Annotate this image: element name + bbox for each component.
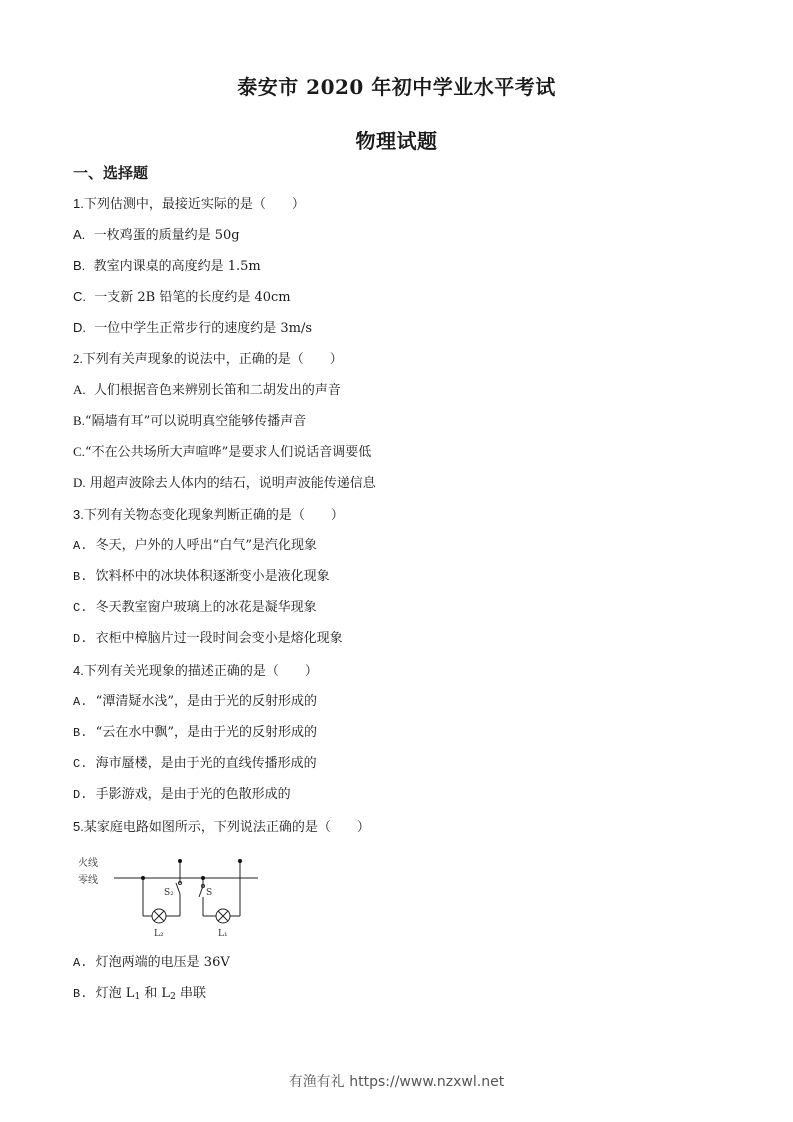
option-label: A.: [73, 695, 88, 709]
question-2-option-a: [73, 382, 341, 399]
option-label: A.: [73, 382, 86, 397]
question-4-stem: [73, 663, 318, 680]
option-label: C.: [73, 757, 88, 771]
question-4-option-d: [73, 787, 291, 803]
option-label: C.: [73, 444, 85, 459]
question-5-option-b: [73, 986, 206, 1005]
option-label: D.: [73, 632, 88, 646]
option-label: B.: [73, 413, 85, 428]
question-4-option-b: [73, 725, 317, 741]
question-3-option-c: [73, 600, 317, 616]
option-label: B.: [73, 258, 86, 273]
lamp-l2-label: L₂: [154, 929, 164, 939]
question-2-option-b: [73, 413, 306, 430]
option-label: C.: [73, 601, 88, 615]
neutral-wire-label: 零线: [78, 875, 98, 886]
option-label: B.: [73, 987, 88, 1001]
question-number: 5.: [73, 819, 84, 834]
option-label: B.: [73, 570, 88, 584]
question-2-stem: [73, 351, 343, 368]
option-text: 教室内课桌的高度约是 1.5m: [93, 259, 261, 274]
option-label: D.: [73, 320, 86, 335]
option-text: 一支新 2B 铅笔的长度约是 40cm: [94, 290, 291, 305]
option-text: 冬天，户外的人呼出“白气”是汽化现象: [95, 538, 317, 553]
option-text: 用超声波除去人体内的结石，说明声波能传递信息: [89, 476, 376, 491]
question-text: 下列估测中，最接近实际的是（ ）: [83, 197, 305, 212]
question-1-option-c: [73, 289, 291, 306]
question-number: 1.: [73, 196, 84, 211]
option-label: A.: [73, 956, 88, 970]
question-text: 下列有关光现象的描述正确的是（ ）: [83, 664, 318, 679]
option-text: 一位中学生正常步行的速度约是 3m/s: [94, 321, 313, 336]
household-circuit-diagram: [70, 850, 270, 944]
option-label: D.: [73, 475, 86, 490]
question-3-stem: [73, 507, 344, 524]
option-text: “不在公共场所大声喧哗”是要求人们说话音调要低: [84, 445, 372, 460]
question-1-option-a: [73, 227, 240, 244]
question-3-option-a: [73, 538, 317, 554]
option-label: B.: [73, 726, 88, 740]
question-number: 4.: [73, 663, 84, 678]
question-1-option-b: [73, 258, 261, 275]
option-label: A.: [73, 539, 88, 553]
question-text: 下列有关声现象的说法中，正确的是（ ）: [82, 352, 343, 367]
option-text: “潭清疑水浅”，是由于光的反射形成的: [95, 694, 317, 709]
option-text: 饮料杯中的冰块体积逐渐变小是液化现象: [95, 569, 330, 584]
lamp-l1-label: L₁: [218, 929, 228, 939]
question-4-option-c: [73, 756, 317, 772]
option-text: 人们根据音色来辨别长笛和二胡发出的声音: [93, 383, 341, 398]
exam-subtitle: 物理试题: [355, 129, 438, 153]
option-text: 灯泡 $L_1$ 和 $L_2$ 串联: [95, 986, 206, 1002]
question-2-option-c: [73, 444, 371, 461]
question-text: 某家庭电路如图所示，下列说法正确的是（ ）: [83, 820, 370, 835]
question-text: 下列有关物态变化现象判断正确的是（ ）: [83, 508, 344, 523]
option-text: 冬天教室窗户玻璃上的冰花是凝华现象: [95, 600, 317, 615]
option-label: A.: [73, 227, 86, 242]
option-text: “云在水中飘”，是由于光的反射形成的: [95, 725, 317, 740]
question-4-option-a: [73, 694, 317, 710]
question-5-option-a: [73, 955, 230, 971]
option-text: 手影游戏，是由于光的色散形成的: [95, 787, 291, 802]
question-number: 2.: [73, 351, 83, 366]
option-text: 灯泡两端的电压是 36V: [95, 955, 230, 970]
option-text: 衣柜中樟脑片过一段时间会变小是熔化现象: [95, 631, 343, 646]
question-3-option-d: [73, 631, 343, 647]
section-heading: 一、选择题: [73, 164, 149, 182]
question-5-stem: [73, 819, 370, 836]
live-wire-label: 火线: [78, 858, 98, 869]
option-text: “隔墙有耳”可以说明真空能够传播声音: [84, 414, 307, 429]
switch-s-label: S: [206, 888, 213, 898]
option-label: C.: [73, 289, 86, 304]
question-2-option-d: [73, 475, 376, 492]
option-text: 一枚鸡蛋的质量约是 50g: [93, 228, 240, 243]
switch-s2-label: S₂: [164, 888, 174, 898]
question-1-option-d: [73, 320, 312, 337]
question-3-option-b: [73, 569, 330, 585]
watermark-footer: 有渔有礼 https://www.nzxwl.net: [288, 1074, 505, 1090]
option-text: 海市蜃楼，是由于光的直线传播形成的: [95, 756, 317, 771]
exam-title: 泰安市 2020 年初中学业水平考试: [237, 75, 556, 99]
question-1-stem: [73, 196, 305, 213]
option-label: D.: [73, 788, 88, 802]
question-number: 3.: [73, 507, 84, 522]
